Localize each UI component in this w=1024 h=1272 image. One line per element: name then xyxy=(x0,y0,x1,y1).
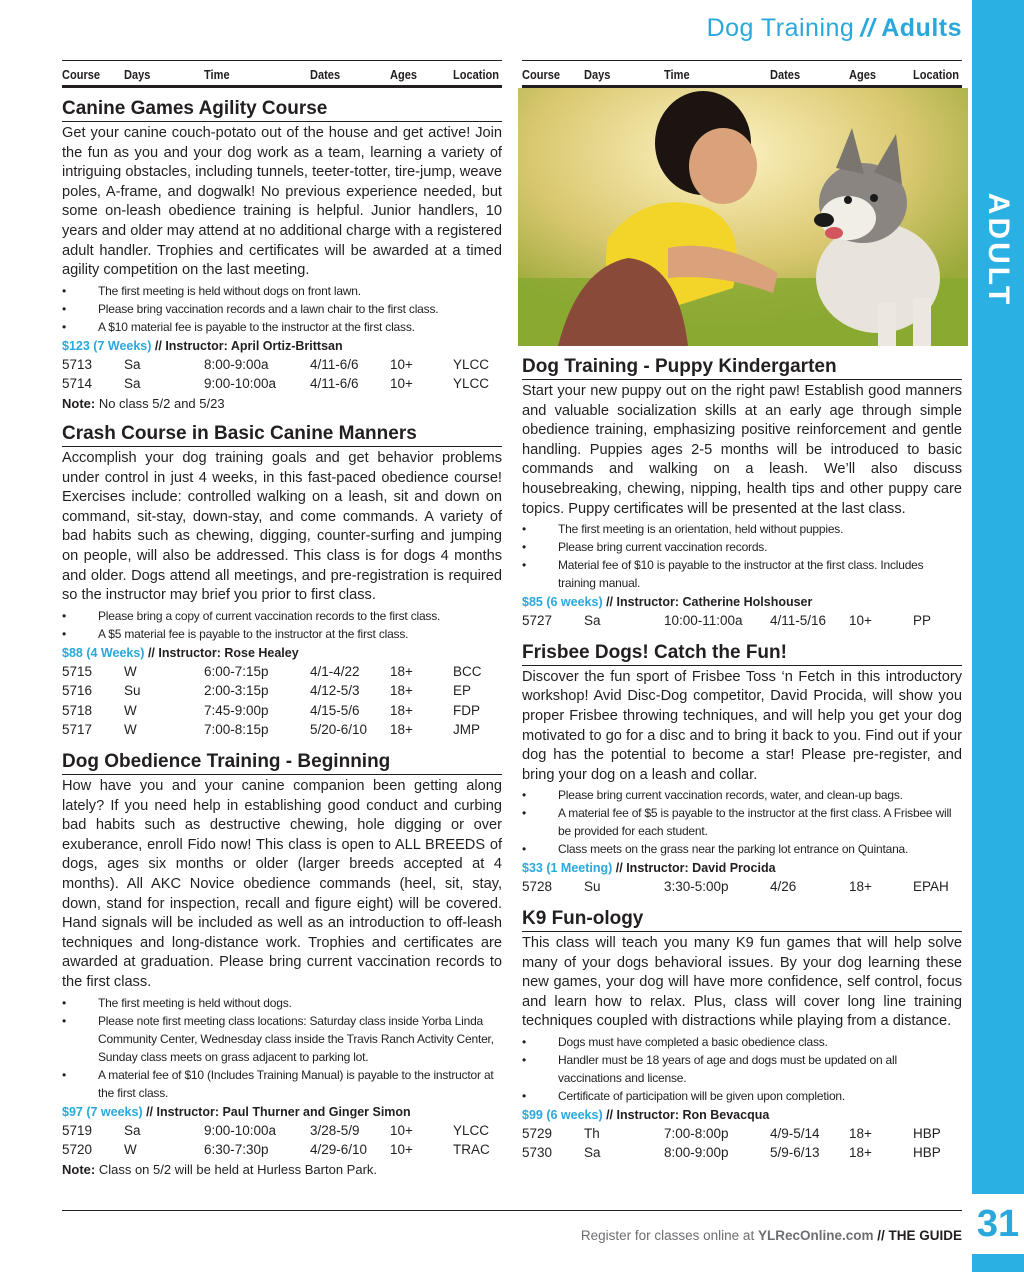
course-number: 5714 xyxy=(62,376,93,392)
schedule-table xyxy=(62,1122,502,1161)
course-notes-list xyxy=(522,786,962,858)
course-time: 7:45-9:00p xyxy=(204,702,269,718)
course-time: 7:00-8:00p xyxy=(664,1125,729,1141)
course-number: 5720 xyxy=(62,1142,93,1158)
course-days: W xyxy=(124,1142,137,1158)
course-days: Sa xyxy=(124,1122,141,1138)
course-days: Sa xyxy=(124,376,141,392)
course-description: Get your canine couch-potato out of the house and get active! Join the fun as you and your dog work as a team, learning a variety of intriguing obstacles, including tunnels, teeter-totter, tire-jump, weave poles, A-frame, and dogwalk! No previous experience needed, but some on-leash obedience training is helpful. Junior handlers, 10 years and older may attend at no additional charge with a registered adult handler. Trophies and certificates will be awarded at a timed agility competition on the last meeting. xyxy=(62,125,502,279)
footer-divider xyxy=(62,1210,962,1211)
course-note-text xyxy=(62,395,502,413)
course-number: 5716 xyxy=(62,683,93,699)
course-location: JMP xyxy=(453,722,480,738)
course-days: W xyxy=(124,702,137,718)
right-course-list xyxy=(522,356,962,1164)
course-notes-list xyxy=(522,1033,962,1105)
col-location: Location xyxy=(453,67,500,82)
note-label: Note: xyxy=(62,1161,96,1177)
course-ages: 18+ xyxy=(390,663,413,679)
schedule-row xyxy=(522,1125,962,1145)
course-instructor: // Instructor: David Procida xyxy=(612,861,776,876)
course-dates: 4/11-5/16 xyxy=(770,613,827,629)
course-title: K9 Fun-ology xyxy=(522,908,962,932)
course-note: • Please bring current vaccination records. xyxy=(522,538,962,556)
footer-guide-label: // THE GUIDE xyxy=(873,1228,962,1243)
schedule-row xyxy=(62,721,502,741)
course-instructor: // Instructor: Rose Healey xyxy=(144,645,299,660)
photo-illustration xyxy=(518,88,968,346)
schedule-row xyxy=(62,1141,502,1161)
column-header-left xyxy=(62,60,502,88)
course-time: 8:00-9:00a xyxy=(204,356,269,372)
course-price: $85 (6 weeks) xyxy=(522,595,603,610)
schedule-row xyxy=(62,1122,502,1142)
course-number: 5729 xyxy=(522,1125,553,1141)
course-notes-list xyxy=(62,994,502,1102)
course-title: Canine Games Agility Course xyxy=(62,98,502,122)
course-note: • Material fee of $10 is payable to the instructor at the first class. Includes training manual. xyxy=(522,556,962,592)
course-block xyxy=(62,98,502,413)
schedule-table xyxy=(522,1125,962,1164)
fee-line xyxy=(522,593,962,612)
course-title: Dog Obedience Training - Beginning xyxy=(62,751,502,775)
course-note: • A $5 material fee is payable to the instructor at the first class. xyxy=(62,625,502,643)
course-days: Su xyxy=(584,879,601,895)
left-column xyxy=(62,60,502,1179)
course-dates: 4/12-5/3 xyxy=(310,683,360,699)
course-block xyxy=(522,642,962,898)
course-note: • Please note first meeting class locations: Saturday class inside Yorba Linda Community Center, Wednesday class inside the Travis Ranch Activity Center, Sunday class meets on grass adjacent to parking lot. xyxy=(62,1012,502,1066)
course-time: 8:00-9:00p xyxy=(664,1145,729,1161)
course-note: • Certificate of participation will be given upon completion. xyxy=(522,1087,962,1105)
course-dates: 4/1-4/22 xyxy=(310,663,360,679)
course-price: $99 (6 weeks) xyxy=(522,1107,603,1122)
col-ages: Ages xyxy=(849,67,877,82)
course-dates: 4/11-6/6 xyxy=(310,356,359,372)
schedule-row xyxy=(522,878,962,898)
note-body: Class on 5/2 will be held at Hurless Barton Park. xyxy=(95,1161,378,1177)
header-title: Dog Training xyxy=(706,14,855,42)
course-location: HBP xyxy=(913,1125,941,1141)
schedule-row xyxy=(62,356,502,376)
course-description: Accomplish your dog training goals and get behavior problems under control in just 4 weeks, in this fast-paced obedience course! Exercises include: controlled walking on a leash, sit and down on command, sit-stay, down-stay, and come commands. A variety of bad habits such as chewing, digging, counter-surfing and jumping on people, will also be addressed. This class is for dogs 4 months and older. Dogs attend all meetings, and pre-registration is required so the instructor may brief you prior to first class. xyxy=(62,449,502,604)
course-note: • A $10 material fee is payable to the instructor at the first class. xyxy=(62,318,502,336)
course-location: FDP xyxy=(453,702,480,718)
section-tab-label-wrap xyxy=(972,190,1024,310)
course-note: • Dogs must have completed a basic obedience class. xyxy=(522,1033,962,1051)
course-block xyxy=(522,356,962,632)
col-dates: Dates xyxy=(310,67,341,82)
footer xyxy=(581,1228,962,1243)
course-instructor: // Instructor: April Ortiz-Brittsan xyxy=(151,338,343,353)
schedule-table xyxy=(62,663,502,741)
page-header xyxy=(707,14,962,43)
column-header-right xyxy=(522,60,962,88)
course-title: Crash Course in Basic Canine Manners xyxy=(62,423,502,447)
course-number: 5717 xyxy=(62,722,93,738)
col-ages: Ages xyxy=(390,67,418,82)
course-time: 10:00-11:00a xyxy=(664,613,743,629)
course-instructor: // Instructor: Catherine Holshouser xyxy=(602,595,813,610)
side-tab xyxy=(972,0,1024,1272)
course-location: EP xyxy=(453,683,472,699)
col-dates: Dates xyxy=(770,67,801,82)
course-ages: 18+ xyxy=(390,702,413,718)
course-number: 5730 xyxy=(522,1145,553,1161)
header-subtitle: Adults xyxy=(881,14,962,42)
course-price: $97 (7 weeks) xyxy=(62,1104,143,1119)
course-number: 5719 xyxy=(62,1122,93,1138)
page-number: 31 xyxy=(976,1203,1020,1245)
course-note: • The first meeting is an orientation, held without puppies. xyxy=(522,520,962,538)
fee-line xyxy=(62,644,502,663)
course-dates: 4/15-5/6 xyxy=(310,702,360,718)
course-days: Sa xyxy=(584,613,601,629)
schedule-row xyxy=(62,663,502,683)
course-location: YLCC xyxy=(453,1122,490,1138)
schedule-row xyxy=(62,682,502,702)
course-notes-list xyxy=(522,520,962,592)
course-description: How have you and your canine companion been getting along lately? If you need help in establishing good conduct and curbing bad habits such as destructive chewing, hole digging or over exuberance, enroll Fido now! This class is open to ALL BREEDS of dogs, ages six months or older (larger breeds accepted at 4 months). All AKC Novice obedience commands (heel, sit, stay, down, stand for inspection, recall and figure eight) will be covered. Hand signals will be included as well as an introduction to off-leash techniques and long-distance work. Trophies and certificates are awarded at graduation. Please bring current vaccination records to the first class. xyxy=(62,778,502,990)
course-time: 6:00-7:15p xyxy=(204,663,269,679)
course-dates: 5/20-6/10 xyxy=(310,722,368,738)
course-block xyxy=(522,908,962,1164)
note-label: Note: xyxy=(62,395,96,411)
course-note: • The first meeting is held without dogs. xyxy=(62,994,502,1012)
col-course: Course xyxy=(62,67,101,82)
course-note: • Handler must be 18 years of age and dogs must be updated on all vaccinations and license. xyxy=(522,1051,962,1087)
course-price: $123 (7 Weeks) xyxy=(62,338,152,353)
fee-line xyxy=(62,1103,502,1122)
fee-line xyxy=(522,1106,962,1125)
schedule-row xyxy=(62,375,502,395)
course-note: • A material fee of $10 (Includes Training Manual) is payable to the instructor at the first class. xyxy=(62,1066,502,1102)
col-time: Time xyxy=(664,67,690,82)
course-block xyxy=(62,423,502,741)
course-number: 5715 xyxy=(62,663,93,679)
footer-text: Register for classes online at xyxy=(580,1228,758,1243)
course-ages: 10+ xyxy=(390,1122,413,1138)
left-course-list xyxy=(62,98,502,1179)
course-ages: 18+ xyxy=(390,722,413,738)
course-number: 5718 xyxy=(62,702,93,718)
schedule-row xyxy=(62,702,502,722)
schedule-row xyxy=(522,612,962,632)
course-days: W xyxy=(124,722,137,738)
course-notes-list xyxy=(62,282,502,336)
course-description: This class will teach you many K9 fun games that will help solve many of your dogs behavioral issues. By your dog learning these new games, your dog will have more confidence, self control, focus and learn how to relax. Plus, class will cover long line training techniques coupled with distractions while playing from a distance. xyxy=(522,934,962,1030)
course-dates: 4/29-6/10 xyxy=(310,1142,368,1158)
course-block xyxy=(62,751,502,1179)
col-days: Days xyxy=(584,67,611,82)
course-location: YLCC xyxy=(453,376,490,392)
course-number: 5727 xyxy=(522,613,553,629)
schedule-row xyxy=(522,1144,962,1164)
schedule-table xyxy=(522,878,962,898)
schedule-table xyxy=(62,356,502,395)
course-title: Dog Training - Puppy Kindergarten xyxy=(522,356,962,380)
col-time: Time xyxy=(204,67,230,82)
col-days: Days xyxy=(124,67,151,82)
course-description: Discover the fun sport of Frisbee Toss ‘n Fetch in this introductory workshop! Avid Disc-Dog competitor, David Procida, will show you proper Frisbee throwing techniques, and will help you get your dog motivated to go for a disc and to bring it back to you. Find out if your dog has the potential to become a star! Please pre-register, and bring your dog on a leash and collar. xyxy=(522,668,962,783)
course-dates: 4/26 xyxy=(770,879,797,895)
course-location: TRAC xyxy=(453,1142,490,1158)
boy-and-puppy-photo xyxy=(518,88,968,346)
course-dates: 3/28-5/9 xyxy=(310,1122,360,1138)
course-location: YLCC xyxy=(453,356,490,372)
course-time: 6:30-7:30p xyxy=(204,1142,269,1158)
right-column xyxy=(522,60,962,1164)
col-location: Location xyxy=(913,67,960,82)
course-note-text xyxy=(62,1161,502,1179)
course-ages: 18+ xyxy=(390,683,413,699)
page-number-box xyxy=(972,1194,1024,1254)
section-tab-label: ADULT xyxy=(982,192,1015,308)
course-location: BCC xyxy=(453,663,482,679)
course-note: • Please bring current vaccination records, water, and clean-up bags. xyxy=(522,786,962,804)
footer-website-link[interactable]: YLRecOnline.com xyxy=(757,1228,874,1243)
course-ages: 18+ xyxy=(849,1145,872,1161)
note-body: No class 5/2 and 5/23 xyxy=(95,395,225,411)
course-ages: 18+ xyxy=(849,1125,872,1141)
course-price: $88 (4 Weeks) xyxy=(62,645,145,660)
course-ages: 18+ xyxy=(849,879,872,895)
course-note: • Please bring vaccination records and a lawn chair to the first class. xyxy=(62,300,502,318)
course-days: Sa xyxy=(124,356,141,372)
course-days: W xyxy=(124,663,137,679)
course-days: Sa xyxy=(584,1145,601,1161)
course-price: $33 (1 Meeting) xyxy=(522,861,613,876)
course-dates: 4/11-6/6 xyxy=(310,376,359,392)
course-location: PP xyxy=(913,613,932,629)
course-time: 9:00-10:00a xyxy=(204,376,277,392)
fee-line xyxy=(522,859,962,878)
course-ages: 10+ xyxy=(390,1142,413,1158)
course-days: Su xyxy=(124,683,141,699)
course-time: 9:00-10:00a xyxy=(204,1122,277,1138)
course-ages: 10+ xyxy=(390,376,413,392)
course-days: Th xyxy=(584,1125,600,1141)
schedule-table xyxy=(522,612,962,632)
course-number: 5728 xyxy=(522,879,553,895)
course-instructor: // Instructor: Ron Bevacqua xyxy=(602,1107,770,1122)
course-time: 3:30-5:00p xyxy=(664,879,729,895)
course-notes-list xyxy=(62,607,502,643)
course-description: Start your new puppy out on the right paw! Establish good manners and valuable socialization skills at an early age through simple obedience training, emphasizing positive reinforcement and gentle handling. Puppies ages 2-5 months will be introduced to basic commands and walking on a leash. We’ll also discuss housebreaking, chewing, nipping, health tips and other puppy care topics. Puppy certificates will be presented at the last class. xyxy=(522,383,962,517)
course-note: • The first meeting is held without dogs on front lawn. xyxy=(62,282,502,300)
course-location: HBP xyxy=(913,1145,941,1161)
course-time: 2:00-3:15p xyxy=(204,683,269,699)
course-dates: 4/9-5/14 xyxy=(770,1125,820,1141)
col-course: Course xyxy=(522,67,561,82)
course-note: • Class meets on the grass near the parking lot entrance on Quintana. xyxy=(522,840,962,858)
course-dates: 5/9-6/13 xyxy=(770,1145,820,1161)
course-location: EPAH xyxy=(913,879,949,895)
course-time: 7:00-8:15p xyxy=(204,722,269,738)
course-ages: 10+ xyxy=(390,356,413,372)
course-number: 5713 xyxy=(62,356,93,372)
course-note: • A material fee of $5 is payable to the instructor at the first class. A Frisbee will be provided for each student. xyxy=(522,804,962,840)
header-slash: // xyxy=(860,14,876,42)
course-ages: 10+ xyxy=(849,613,872,629)
course-note: • Please bring a copy of current vaccination records to the first class. xyxy=(62,607,502,625)
course-title: Frisbee Dogs! Catch the Fun! xyxy=(522,642,962,666)
course-instructor: // Instructor: Paul Thurner and Ginger Simon xyxy=(142,1104,411,1119)
fee-line xyxy=(62,337,502,356)
